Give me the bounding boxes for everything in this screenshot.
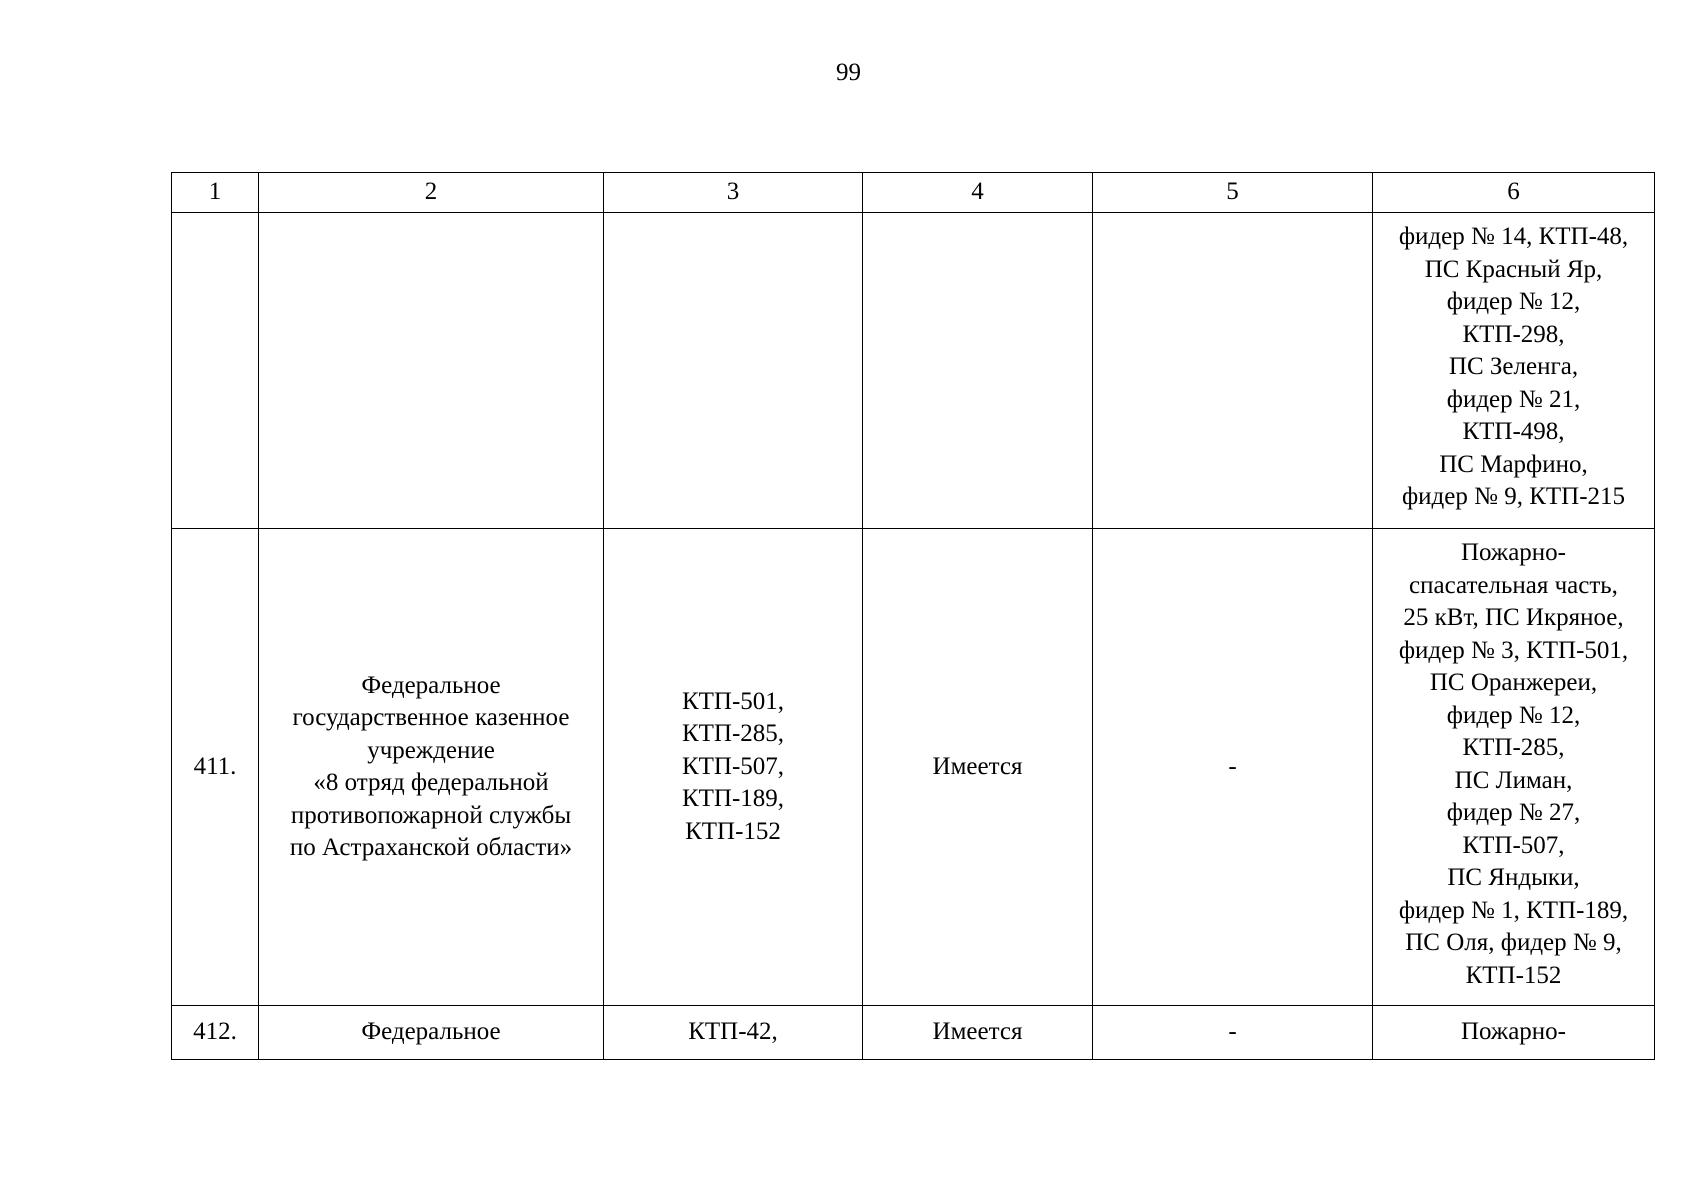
table-header-row xyxy=(172,173,1655,213)
cell-availability: Имеется xyxy=(863,1006,1093,1060)
header-cell-3: 3 xyxy=(604,173,863,213)
text-line: КТП-189, xyxy=(681,785,785,813)
text-line: фидер № 21, xyxy=(1446,385,1581,413)
cell-ktp xyxy=(604,529,863,1006)
text-line: КТП-498, xyxy=(1462,418,1565,445)
text-line: КТП-285, xyxy=(681,720,785,748)
header-cell-2: 2 xyxy=(259,173,604,213)
text-line: ПС Лиман, xyxy=(1454,766,1573,794)
text-line: фидер № 27, xyxy=(1446,799,1581,826)
cell-power-source xyxy=(1373,213,1655,529)
text-line: КТП-152 xyxy=(685,817,781,845)
text-line: ПС Оранжереи, xyxy=(1429,669,1598,696)
text-line: Федеральное xyxy=(361,671,501,699)
cell-organization xyxy=(259,529,604,1006)
cell-power-source xyxy=(1373,529,1655,1006)
text-line: фидер № 12, xyxy=(1446,288,1581,315)
text-line: ПС Оля, фидер № 9, xyxy=(1405,929,1622,956)
cell-organization xyxy=(259,213,604,529)
page-number: 99 xyxy=(836,59,861,86)
text-line: фидер № 3, КТП-501, xyxy=(1398,636,1629,664)
text-line: Пожарно- xyxy=(1460,539,1566,566)
cell-ktp xyxy=(604,213,863,529)
text-line: КТП-285, xyxy=(1462,734,1565,761)
cell-organization: Федеральное xyxy=(259,1006,604,1060)
header-cell-1: 1 xyxy=(172,173,259,213)
text-line: КТП-152 xyxy=(1465,961,1562,989)
text-line: фидер № 1, КТП-189, xyxy=(1398,896,1629,924)
text-line: КТП-507, xyxy=(1462,831,1565,859)
text-line: фидер № 12, xyxy=(1446,701,1581,729)
header-cell-6: 6 xyxy=(1373,173,1655,213)
text-line: КТП-507, xyxy=(681,752,785,780)
cell-col5 xyxy=(1093,213,1373,529)
text-line: учреждение xyxy=(367,736,495,764)
text-line: КТП-501, xyxy=(681,687,785,715)
table-row-412 xyxy=(172,1006,1655,1060)
text-line: ПС Марфино, xyxy=(1439,450,1588,478)
cell-number: 411. xyxy=(172,529,259,1006)
text-line: по Астраханской области» xyxy=(289,834,573,861)
text-line: государственное казенное xyxy=(292,704,570,731)
text-line: ПС Красный Яр, xyxy=(1424,255,1603,283)
text-line: противопожарной службы xyxy=(290,801,572,829)
cell-availability: Имеется xyxy=(863,529,1093,1006)
text-line: КТП-298, xyxy=(1462,320,1565,348)
table-row-continuation xyxy=(172,213,1655,529)
table-row-411 xyxy=(172,529,1655,1006)
text-line: фидер № 14, КТП-48, xyxy=(1398,223,1629,250)
cell-col5: - xyxy=(1093,1006,1373,1060)
cell-col5: - xyxy=(1093,529,1373,1006)
cell-number: 412. xyxy=(172,1006,259,1060)
cell-ktp: КТП-42, xyxy=(604,1006,863,1060)
header-cell-5: 5 xyxy=(1093,173,1373,213)
header-cell-4: 4 xyxy=(863,173,1093,213)
text-line: ПС Яндыки, xyxy=(1447,864,1580,891)
text-line: фидер № 9, КТП-215 xyxy=(1401,483,1626,510)
text-line: «8 отряд федеральной xyxy=(313,769,549,796)
text-line: ПС Зеленга, xyxy=(1448,353,1579,380)
text-line: спасательная часть, xyxy=(1409,571,1618,599)
cell-number xyxy=(172,213,259,529)
text-line: 25 кВт, ПС Икряное, xyxy=(1403,604,1624,631)
cell-power-source: Пожарно- xyxy=(1373,1006,1655,1060)
cell-availability xyxy=(863,213,1093,529)
document-table xyxy=(171,172,1655,1060)
